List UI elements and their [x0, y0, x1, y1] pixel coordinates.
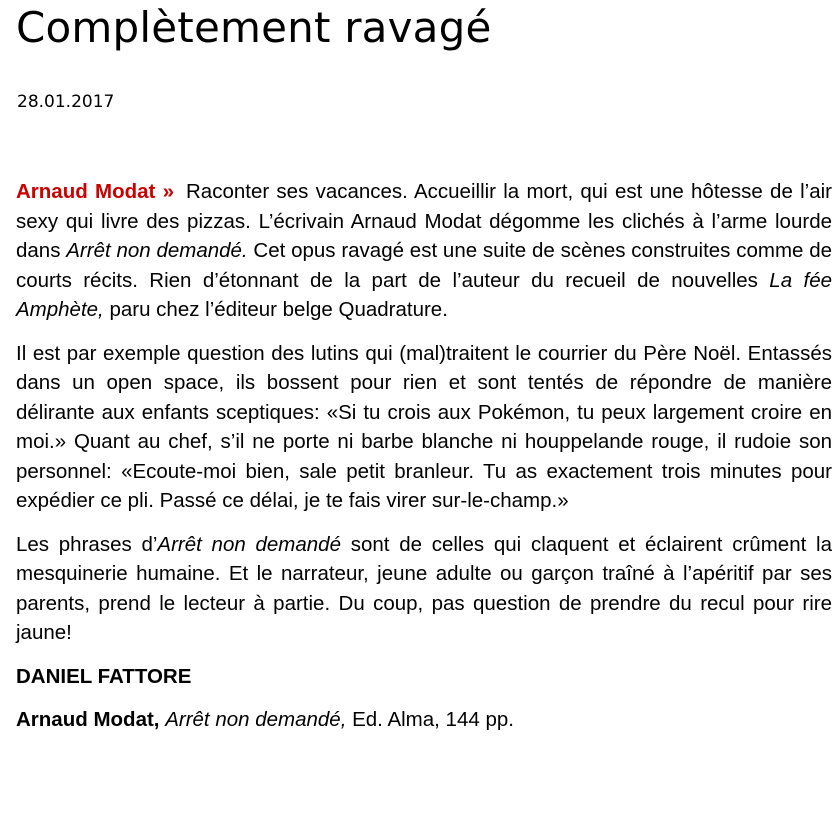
- paragraph-intro: [16, 177, 832, 325]
- book-title: Arrêt non demandé.: [66, 239, 248, 262]
- paragraph-text: Les phrases d’: [16, 532, 158, 556]
- paragraph-phrases: [16, 530, 832, 648]
- article-body: [16, 177, 832, 735]
- book-title: Arrêt non demandé: [157, 532, 341, 556]
- paragraph-text: sont de celles qui claquent et éclairent crûment la mesquinerie humaine. Et le narrateur, jeune adulte ou garçon traîné à l’apéritif par ses parents, prend le lecteur à partie. Du coup, pas question de prendre du recul pour rire jaune!: [16, 532, 832, 644]
- author-signature: DANIEL FATTORE: [16, 664, 192, 688]
- paragraph-lutins: Il est par exemple question des lutins qui (mal)traitent le courrier du Père Noël. Entassés dans un open space, ils bossent pour rien et sont tentés de répondre de manière délirante aux enfants sceptiques: «Si tu crois aux Pokémon, tu peux largement croire en moi.» Quant au chef, s’il ne porte ni barbe blanche ni houppelande rouge, il rudoie son personnel: «Ecoute-moi bien, sale petit branleur. Tu as exactement trois minutes pour expédier ce pli. Passé ce délai, je te fais virer sur-le-champ.»: [16, 341, 832, 512]
- reference-publisher: Ed. Alma, 144 pp.: [352, 708, 514, 731]
- paragraph-text: Cet opus ravagé est une suite de scènes construites comme de courts récits. Rien d’étonnant de la part de l’auteur du recueil de nouvelles: [16, 239, 832, 292]
- paragraph-text: Raconter ses vacances. Accueillir la mort, qui est une hôtesse de l’air sexy qui livre des pizzas. L’écrivain Arnaud Modat dégomme les clichés à l’arme lourde dans: [16, 180, 832, 262]
- reference-book-title: Arrêt non demandé,: [165, 708, 347, 731]
- paragraph-text: paru chez l’éditeur belge Quadrature.: [103, 298, 448, 321]
- publication-date: 28.01.2017: [17, 92, 115, 112]
- book-reference: [16, 705, 832, 735]
- lede-author-link[interactable]: Arnaud Modat »: [16, 180, 174, 203]
- reference-author: Arnaud Modat,: [16, 708, 160, 731]
- article-title: Complètement ravagé: [16, 3, 492, 52]
- collection-title: La fée Amphète,: [16, 268, 832, 321]
